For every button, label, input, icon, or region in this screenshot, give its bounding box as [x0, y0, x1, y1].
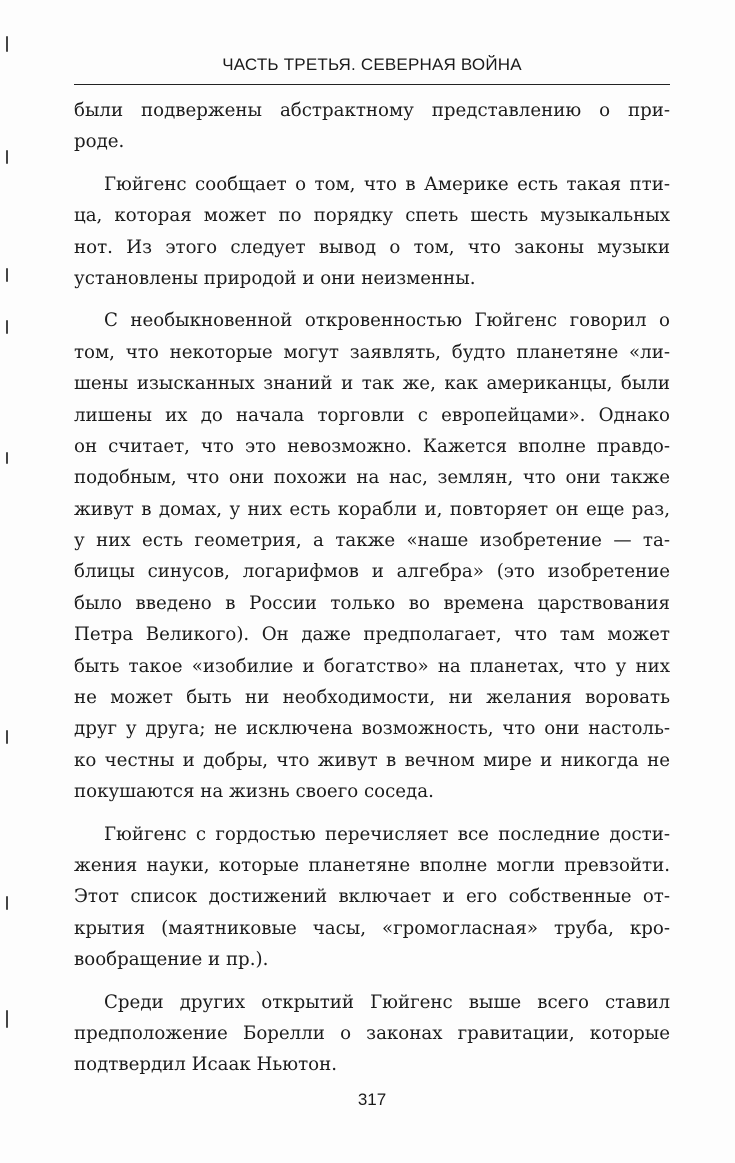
text-line: том, что некоторые могут заявлять, будто планетяне «ли-	[74, 341, 670, 363]
text-line: покушаются на жизнь своего соседа.	[74, 781, 434, 803]
text-line: он считает, что это невозможно. Кажется вполне правдо-	[74, 435, 670, 457]
text-line: крытия (маятниковые часы, «громогласная» труба, кро-	[74, 917, 670, 939]
text-line: было введено в России только во времена царствования	[74, 592, 670, 614]
text-line: нот. Из этого следует вывод о том, что законы музыки	[74, 236, 670, 258]
text-line: вообращение и пр.).	[74, 949, 269, 971]
scan-edge-mark	[6, 268, 8, 282]
text-line: подобным, что они похожи на нас, землян, что они также	[74, 467, 670, 489]
text-line: блицы синусов, логарифмов и алгебра» (это изобретение	[74, 561, 670, 583]
text-line: шены изысканных знаний и так же, как американцы, были	[74, 373, 670, 395]
text-line: у них есть геометрия, а также «наше изобретение — та-	[74, 530, 670, 552]
text-line: друг у друга; не исключена возможность, что они настоль-	[74, 718, 670, 740]
text-line: С необыкновенной откровенностью Гюйгенс говорил о	[104, 310, 670, 332]
paragraph	[74, 819, 670, 976]
text-line: лишены их до начала торговли с европейцами». Однако	[74, 404, 670, 426]
paragraph	[74, 95, 670, 158]
text-line: были подвержены абстрактному представлению о при-	[74, 100, 670, 121]
scan-edge-mark	[6, 150, 8, 164]
text-line: Петра Великого). Он даже предполагает, что там может	[74, 624, 670, 646]
header-rule	[74, 84, 670, 85]
text-line: предположение Борелли о законах гравитации, которые	[74, 1022, 670, 1044]
text-line: роде.	[74, 131, 125, 153]
scan-edge-mark	[6, 896, 8, 910]
text-line: не может быть ни необходимости, ни желания воровать	[74, 687, 670, 709]
paragraph	[74, 305, 670, 807]
running-head: ЧАСТЬ ТРЕТЬЯ. СЕВЕРНАЯ ВОЙНА	[222, 55, 522, 74]
body-text	[74, 95, 670, 1092]
text-line: ко честны и добры, что живут в вечном мире и никогда не	[74, 749, 670, 771]
scan-edge-mark	[6, 730, 8, 744]
text-line: живут в домах, у них есть корабли и, повторяет он еще раз,	[74, 498, 670, 520]
text-line: жения науки, которые планетяне вполне могли превзойти.	[74, 854, 670, 876]
text-line: Этот список достижений включает и его собственные от-	[74, 886, 670, 908]
text-line: Гюйгенс с гордостью перечисляет все последние дости-	[104, 823, 670, 845]
text-line: ца, которая может по порядку спеть шесть музыкальных	[74, 205, 670, 227]
scan-edge-mark	[6, 452, 8, 464]
paragraph	[74, 169, 670, 295]
text-line: быть такое «изобилие и богатство» на планетах, что у них	[74, 655, 670, 677]
text-line: Среди других открытий Гюйгенс выше всего ставил	[104, 991, 670, 1013]
scan-edge-mark	[6, 320, 8, 334]
paragraph	[74, 987, 670, 1081]
text-line: Гюйгенс сообщает о том, что в Америке есть такая пти-	[104, 173, 670, 195]
scan-edge-mark	[6, 36, 8, 52]
text-line: установлены природой и они неизменны.	[74, 267, 476, 289]
page-number: 317	[357, 1090, 387, 1109]
scan-edge-mark	[6, 1010, 8, 1028]
text-line: подтвердил Исаак Ньютон.	[74, 1054, 338, 1076]
